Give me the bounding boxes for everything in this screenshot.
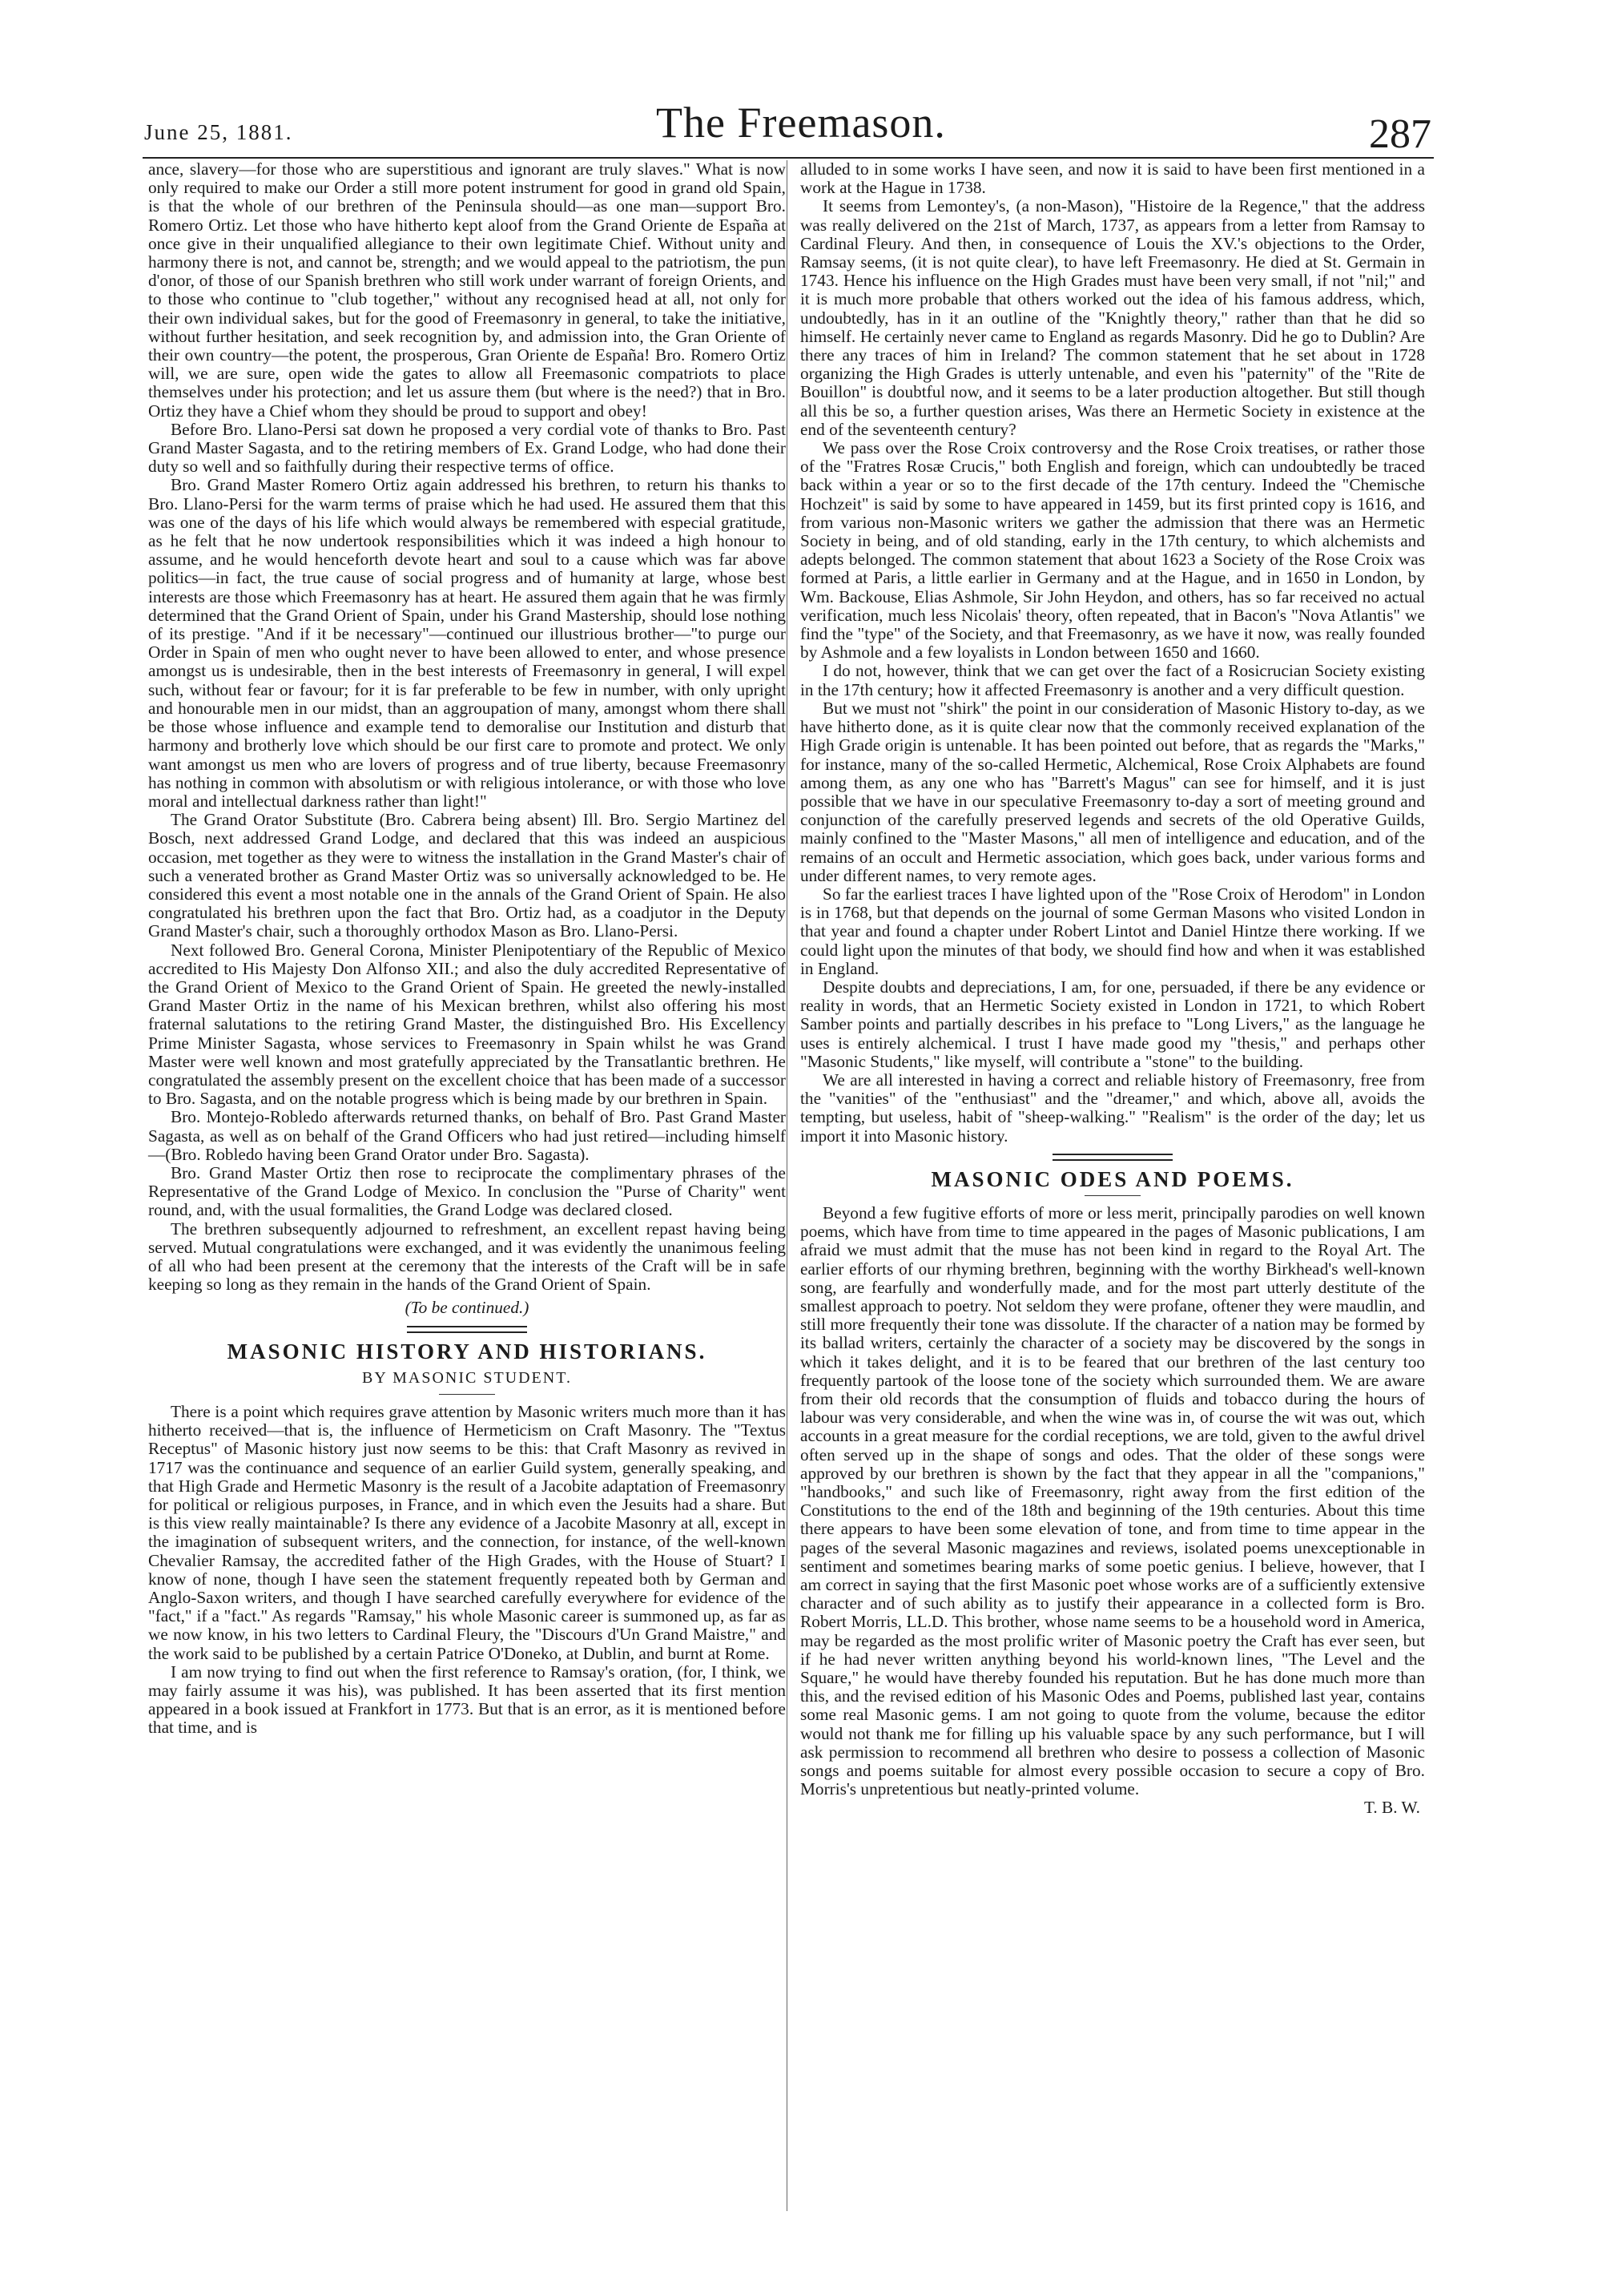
article-paragraph: ance, slavery—for those who are superstitious and ignorant are truly slaves." What is now only required to make our Order a still more potent instrument for good in grand old Spain, is that the whole of our brethren of the Peninsula should—as one man—support Bro. Romero Ortiz. Let those who have hitherto kept aloof from the Grand Oriente de España at once give in their unqualified allegiance to their own legitimate Chief. Without unity and harmony there is not, and cannot be, strength; and we would appeal to the patriotism, the pun d'onor, of those of our Spanish brethren who still work under warrant of foreign Orients, and to those who continue to "club together," without any recognised head at all, not only for their own individual sakes, but for the good of Freemasonry in general, to take the initiative, without further hesitation, and seek recognition by, and admission into, the Gran Oriente of their own country—the potent, the prosperous, Gran Oriente de España! Bro. Romero Ortiz will, we are sure, open wide the gates to allow all Freemasonic compatriots to place themselves under his protection; and let us assure them (but where is the need?) that in Bro. Ortiz they have a Chief whom they should be proud to support and obey! <box>148 159 786 421</box>
double-rule <box>1053 1154 1173 1161</box>
history-heading: MASONIC HISTORY AND HISTORIANS. <box>227 1339 707 1364</box>
article-paragraph: Bro. Montejo-Robledo afterwards returned thanks, on behalf of Bro. Past Grand Master Sagasta, as well as on behalf of the Grand Officers who had just retired—including himself—(Bro. Robledo having been Grand Orator under Bro. Sagasta). <box>148 1107 786 1164</box>
odes-heading-block <box>800 1154 1425 1196</box>
short-rule <box>439 1394 495 1395</box>
article-paragraph: The brethren subsequently adjourned to refreshment, an excellent repast having being served. Mutual congratulations were exchanged, and it was evidently the unanimous feeling of all who had been present at the ceremony that the interests of the Craft will be in safe keeping so long as they remain in the hands of the Grand Orient of Spain. <box>148 1218 786 1295</box>
article-paragraph: We pass over the Rose Croix controversy and the Rose Croix treatises, or rather those of the "Fratres Rosæ Crucis," both English and foreign, which can undoubtedly be traced back within a year or so to the first decade of the 17th century. Indeed the "Chemische Hochzeit" is said by some to have appeared in 1459, but its first printed copy is 1616, and from various non-Masonic writers we gather the admission that there was an Hermetic Society in being, and of old standing, early in the 17th century, to which alchemists and adepts belonged. The common statement that about 1623 a Society of the Rose Croix was formed at Paris, a little earlier in Germany and at the Hague, and in 1650 in London, by Wm. Backouse, Elias Ashmole, Sir John Heydon, and others, has so far received no actual verification, much less Nicolais' theory, often repeated, that in Bacon's "Nova Atlantis" we find the "type" of the Society, and that Freemasonry, as we have it now, was really founded by Ashmole and a few loyalists in London between 1650 and 1660. <box>800 438 1425 663</box>
issue-date: June 25, 1881. <box>144 120 293 144</box>
article-paragraph: Bro. Grand Master Romero Ortiz again addressed his brethren, to return his thanks to Bro. Llano-Persi for the warm terms of praise which he had used. He assured them that this was one of the days of his life which would always be remembered with especial gratitude, as he felt that he now undertook responsibilities which it was indeed a high honour to assume, and he would henceforth devote heart and soul to a cause which was far above politics—in fact, the true cause of social progress and of humanity at large, whose best interests are those which Freemasonry has at heart. He assured them again that he was firmly determined that the Grand Orient of Spain, under his Grand Mastership, should lose nothing of its prestige. "And if it be necessary"—continued our illustrious brother—"to purge our Order in Spain of men who ought never to have been allowed to enter, and whose presence amongst us is undesirable, then in the best interests of Freemasonry in general, I will expel such, without fear or favour; for it is far preferable to be few in number, with only upright and honourable men in our midst, than an aggroupation of many, amongst whom there shall be those whose influence and example tend to demoralise our Institution and disturb that harmony and brotherly love which should be our first care to promote and protect. We only want amongst us men who are lovers of progress and of true liberty, because Freemasonry has nothing in common with absolutism or with religious intolerance, or with those who love moral and intellectual darkness rather than light!" <box>148 475 786 811</box>
article-paragraph: Bro. Grand Master Ortiz then rose to reciprocate the complimentary phrases of the Representative of the Grand Lodge of Mexico. In conclusion the "Purse of Charity" went round, and, with the usual formalities, the Grand Lodge was declared closed. <box>148 1162 786 1220</box>
article-paragraph: alluded to in some works I have seen, and now it is said to have been first mentioned in a work at the Hague in 1738. <box>800 159 1425 198</box>
article-paragraph: Beyond a few fugitive efforts of more or less merit, principally parodies on well known poems, which have from time to time appeared in the pages of Masonic publications, I am afraid we must admit that the muse has not been kind in regard to the Royal Art. The earlier efforts of our rhyming brethren, beginning with the worthy Birkhead's well-known song, are fearfully and wonderfully made, and for the most part utterly destitute of the smallest approach to poetry. Not seldom they were profane, oftener they were maudlin, and still more frequently their tone was dissolute. If the character of a nation may be formed by its ballad writers, certainly the character of a society may be discovered by the songs in which it takes delight, and it is to be feared that our brethren of the last century too frequently partook of the loose tone of the society which surrounded them. We are aware from their old records that the consumption of fluids and tobacco during the hours of labour was very considerable, and when the wine was in, of course the wit was out, which accounts in a great measure for the cordial receptions, we are told, given to the awful drivel often served up in the shape of songs and odes. That the older of these songs were approved by our brethren is shown by the fact that they appear in all the "companions," "handbooks," and such like of Freemasonry, right away from the first edition of the Constitutions to the end of the 18th and beginning of the 19th centuries. About this time there appears to have been some elevation of tone, and from time to time appear in the pages of the several Masonic magazines and reviews, isolated poems unexceptionable in sentiment and sometimes bearing marks of some poetic genius. I believe, however, that I am correct in saying that the first Masonic poet whose works are of a sufficiently extensive character and of such ability as to justify their appearance in a collected form is Bro. Robert Morris, LL.D. This brother, whose name seems to be a household word in America, may be regarded as the most prolific writer of Masonic poetry the Craft has ever seen, but if he had never written anything beyond his world-known lines, "The Level and the Square," he would have thereby founded his reputation. But he has done much more than this, and the revised edition of his Masonic Odes and Poems, published last year, contains some real Masonic gems. I am not going to quote from the volume, because the editor would not thank me for filling up his valuable space by any such performance, but I will ask permission to recommend all brethren who desire to possess a collection of Masonic songs and poems suitable for almost every possible occasion to secure a copy of Bro. Morris's unpretentious but neatly-printed volume. <box>800 1202 1425 1799</box>
article-paragraph: Before Bro. Llano-Persi sat down he proposed a very cordial vote of thanks to Bro. Past Grand Master Sagasta, and to the retiring members of Ex. Grand Lodge, who had done their duty so well and so faithfully during their respective terms of office. <box>148 419 786 477</box>
page-number: 287 <box>1369 111 1431 157</box>
history-heading-block <box>148 1326 786 1395</box>
article-paragraph: We are all interested in having a correct and reliable history of Freemasonry, free from the "vanities" of the "enthusiast" and the "dreamer," and which, above all, avoids the tempting, but useless, habit of "sheep-walking." "Realism" is the order of the day; let us import it into Masonic history. <box>800 1069 1425 1146</box>
double-rule <box>407 1326 527 1333</box>
article-paragraph: Next followed Bro. General Corona, Minister Plenipotentiary of the Republic of Mexico accredited to His Majesty Don Alfonso XII.; and also the duly accredited Representative of the Grand Orient of Mexico to the Grand Orient of Spain. He greeted the newly-installed Grand Master Ortiz in the name of his Mexican brethren, whilst also offering his most fraternal salutations to the retiring Grand Master, the distinguished Bro. His Excellency Prime Minister Sagasta, whose services to Freemasonry in Spain whilst he was Grand Master were well known and most gratefully appreciated by the Transatlantic brethren. He congratulated the assembly present on the excellent choice that has been made of a successor to Bro. Sagasta, and on the notable progress which is being made by our brethren in Spain. <box>148 940 786 1109</box>
history-byline: BY MASONIC STUDENT. <box>362 1368 572 1387</box>
article-paragraph: But we must not "shirk" the point in our consideration of Masonic History to-day, as we have hitherto done, as it is quite clear now that the commonly received explanation of the High Grade origin is untenable. It has been pointed out before, that as regards the "Marks," for instance, many of the so-called Hermetic, Alchemical, Rose Croix Alphabets are found among them, as any one who has "Barrett's Magus" can see for himself, and it is just possible that we have in our speculative Freemasonry to-day a sort of meeting ground and conjunction of the carefully preserved legends and secrets of the old Operative Guilds, mainly confined to the "Master Masons," all men of intelligence and education, and of the remains of an occult and Hermetic association, which goes back, under various forms and under different names, to very remote ages. <box>800 698 1425 885</box>
author-signature: T. B. W. <box>1363 1798 1420 1818</box>
header-rule <box>143 157 1434 159</box>
short-rule <box>1085 1195 1141 1196</box>
article-paragraph: Despite doubts and depreciations, I am, for one, persuaded, if there be any evidence or reality in words, that an Hermetic Society existed in London in 1721, to which Robert Samber points and partially describes in his preface to "Long Livers," as the language he uses is entirely alchemical. I trust I have made good my "thesis," and perhaps other "Masonic Students," like myself, will contribute a "stone" to the building. <box>800 977 1425 1071</box>
left-column <box>148 160 786 1738</box>
masthead-title: The Freemason. <box>656 99 946 147</box>
odes-heading: MASONIC ODES AND POEMS. <box>931 1166 1294 1191</box>
right-column <box>800 160 1425 1818</box>
article-paragraph: The Grand Orator Substitute (Bro. Cabrera being absent) Ill. Bro. Sergio Martinez del Bosch, next addressed Grand Lodge, and declared that this was indeed an auspicious occasion, met together as they were to witness the installation in the Grand Master's chair of such a venerated brother as Grand Master Ortiz was so universally acknowledged to be. He considered this event a most notable one in the annals of the Grand Orient of Spain. He also congratulated his brethren upon the fact that Bro. Ortiz had, as a coadjutor in the Deputy Grand Master's chair, such a thoroughly orthodox Mason as Bro. Llano-Persi. <box>148 810 786 941</box>
article-paragraph: It seems from Lemontey's, (a non-Mason), "Histoire de la Regence," that the address was really delivered on the 21st of March, 1737, as appears from a letter from Ramsay to Cardinal Fleury. And then, in consequence of Louis the XV.'s objections to the Order, Ramsay seems, (it is not quite clear), to have left Freemasonry. He died at St. Germain in 1743. Hence his influence on the High Grades must have been very small, if not "nil;" and it is much more probable that others worked out the idea of his famous address, which, undoubtedly, has in it an outline of the "Knightly theory," rather than that he did so himself. He certainly never came to England as regards Masonry. Did he go to Dublin? Are there any traces of him in Ireland? The common statement that he set about in 1728 organizing the High Grades is utterly untenable, and even his "paternity" of the "Rite de Bouillon" is doubtful now, and it seems to be a later production altogether. But still though all this be so, a further question arises, Was there an Hermetic Society in existence at the end of the seventeenth century? <box>800 196 1425 439</box>
article-paragraph: I am now trying to find out when the first reference to Ramsay's oration, (for, I think, we may fairly assume it was his), was published. It has been asserted that its first mention appeared in a book issued at Frankfort in 1773. But that is an error, as it is mentioned before that time, and is <box>148 1662 786 1738</box>
article-paragraph: There is a point which requires grave attention by Masonic writers much more than it has hitherto received—that is, the influence of Hermeticism on Craft Masonry. The "Textus Receptus" of Masonic history just now seems to be this: that Craft Masonry as revived in 1717 was the continuance and sequence of an earlier Guild system, generally speaking, and that High Grade and Hermetic Masonry is the result of a Jacobite adaptation of Freemasonry for political or religious purposes, in France, and in which even the Jesuits had a share. But is this view really maintainable? Is there any evidence of a Jacobite Masonry at all, except in the imagination of subsequent writers, and the connection, for instance, of the well-known Chevalier Ramsay, the accredited father of the High Grades, with the House of Stuart? I know of none, though I have seen the statement frequently repeated both by German and Anglo-Saxon writers, and though I have searched carefully everywhere for evidence of the "fact," if a "fact." As regards "Ramsay," his whole Masonic career is summoned up, as far as we now know, in his two letters to Cardinal Fleury, the "Discours d'Un Grand Maistre," and the work said to be published by a certain Patrice O'Doneko, at Dublin, and burnt at Rome. <box>148 1402 786 1663</box>
article-paragraph: I do not, however, think that we can get over the fact of a Rosicrucian Society existing in the 17th century; how it affected Freemasonry is another and a very difficult question. <box>800 661 1425 699</box>
continued-note: (To be continued.) <box>405 1298 529 1318</box>
article-paragraph: So far the earliest traces I have lighted upon of the "Rose Croix of Herodom" in London is in 1768, but that depends on the journal of some German Masons who visited London in that year and found a chapter under Robert Lintot and Daniel Hintze there working. If we could light upon the minutes of that body, we should find how and when it was established in England. <box>800 884 1425 978</box>
